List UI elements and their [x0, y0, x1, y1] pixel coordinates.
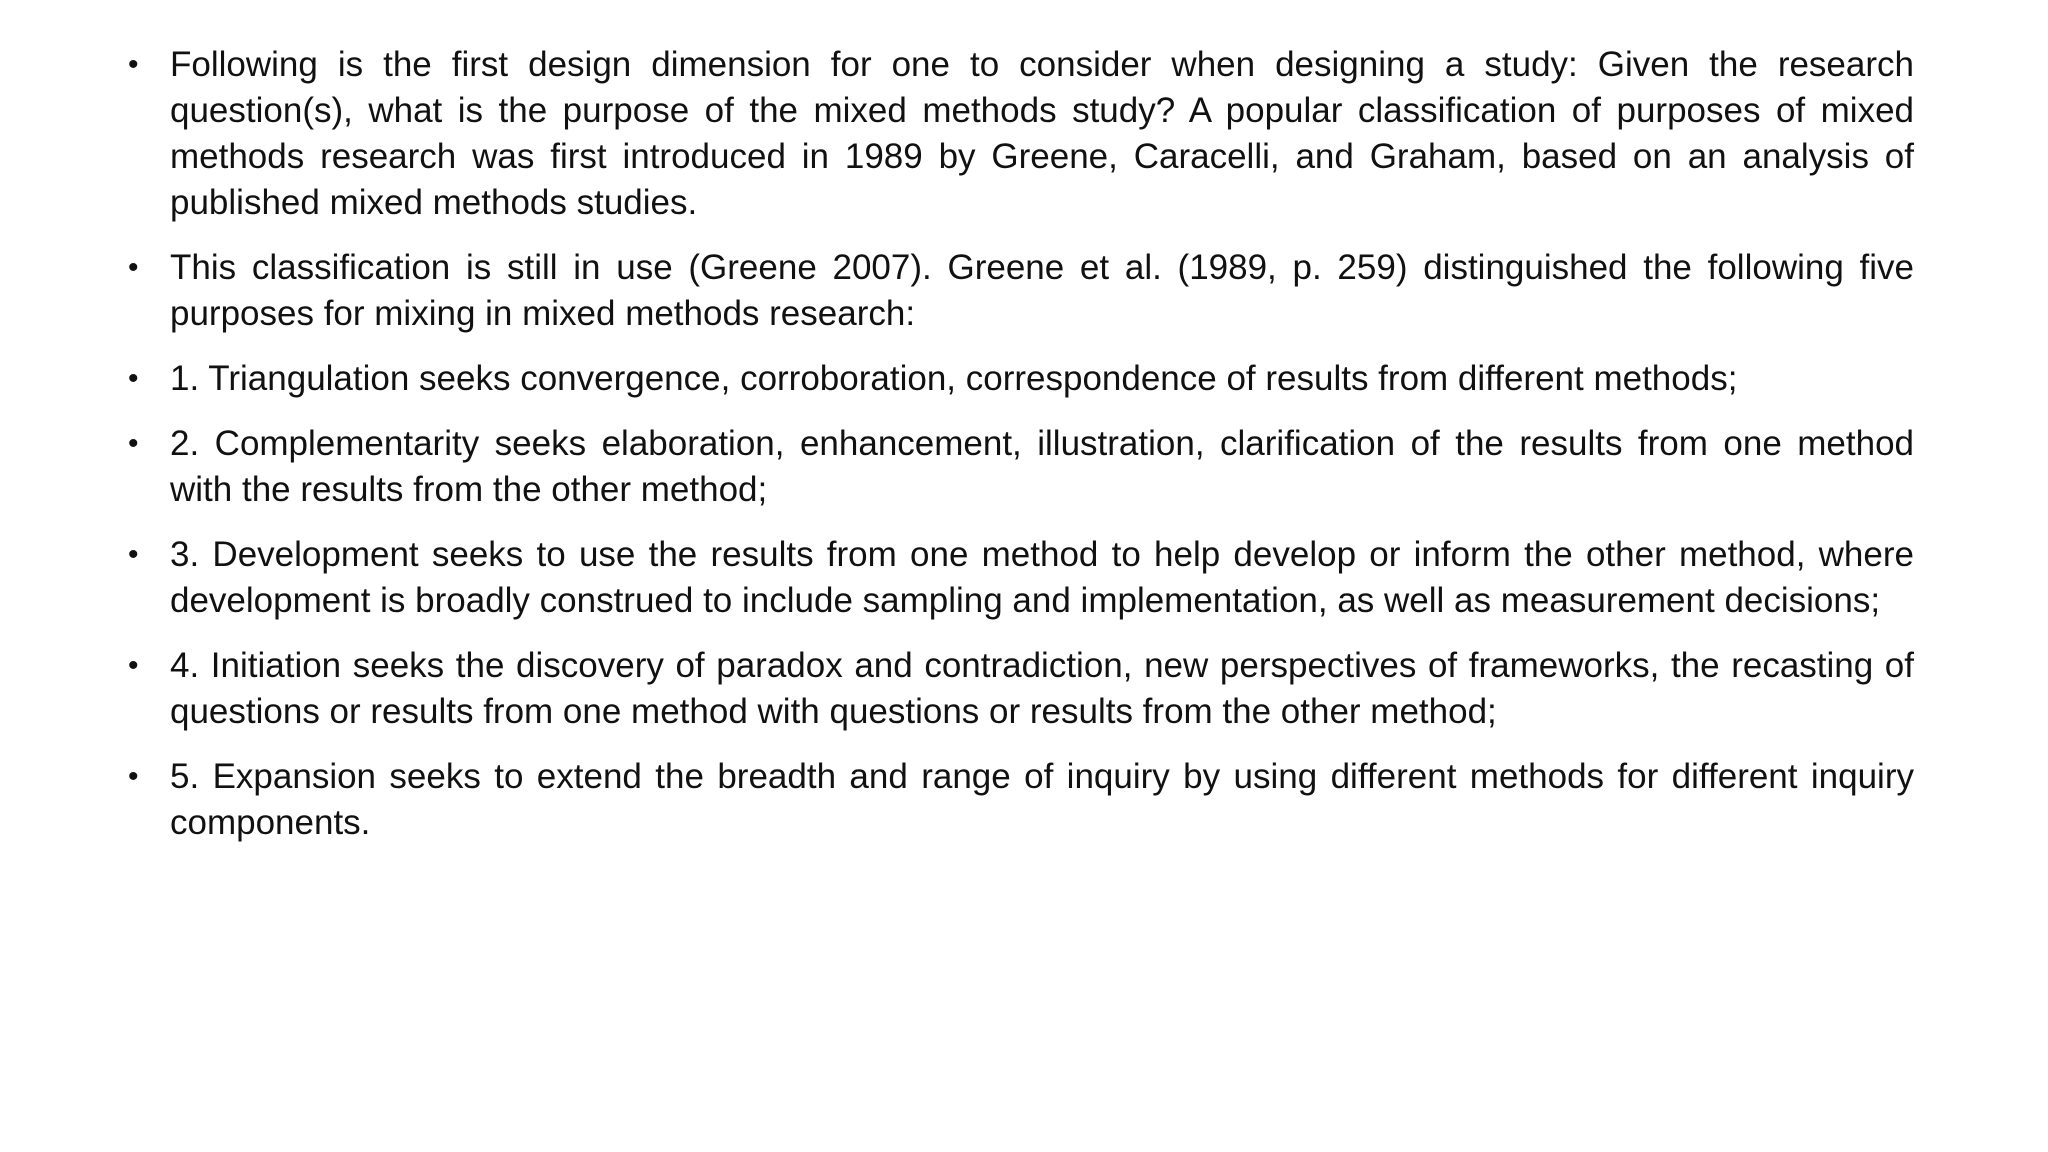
bullet-item-expansion	[124, 754, 1914, 846]
bullet-icon: •	[128, 538, 139, 571]
bullet-item-development	[124, 532, 1914, 624]
bullet-item-design-dimension	[124, 42, 1914, 226]
bullet-text: 3. Development seeks to use the results from one method to help develop or inform the other method, where development is broadly construed to include sampling and implementation, as well as measurement decisions;	[170, 535, 1914, 620]
bullet-icon: •	[128, 649, 139, 682]
bullet-icon: •	[128, 48, 139, 81]
bullet-icon: •	[128, 362, 139, 395]
bullet-icon: •	[128, 760, 139, 793]
bullet-icon: •	[128, 427, 139, 460]
bullet-item-complementarity	[124, 421, 1914, 513]
bullet-text: 5. Expansion seeks to extend the breadth and range of inquiry by using different methods for different inquiry components.	[170, 757, 1914, 842]
bullet-item-triangulation	[124, 356, 1914, 402]
bullet-icon: •	[128, 251, 139, 284]
bullet-text: 4. Initiation seeks the discovery of paradox and contradiction, new perspectives of frameworks, the recasting of questions or results from one method with questions or results from the other method;	[170, 646, 1914, 731]
bullet-text: This classification is still in use (Greene 2007). Greene et al. (1989, p. 259) distinguished the following five purposes for mixing in mixed methods research:	[170, 248, 1914, 333]
bullet-text: Following is the first design dimension for one to consider when designing a study: Given the research question(s), what is the purpose of the mixed methods study? A popular classification of purposes of mixed methods research was first introduced in 1989 by Greene, Caracelli, and Graham, based on an analysis of published mixed methods studies.	[170, 45, 1914, 222]
bullet-item-classification	[124, 245, 1914, 337]
bullet-list	[124, 42, 1914, 865]
bullet-item-initiation	[124, 643, 1914, 735]
bullet-text: 1. Triangulation seeks convergence, corroboration, correspondence of results from different methods;	[170, 359, 1738, 398]
bullet-text: 2. Complementarity seeks elaboration, enhancement, illustration, clarification of the results from one method with the results from the other method;	[170, 424, 1914, 509]
